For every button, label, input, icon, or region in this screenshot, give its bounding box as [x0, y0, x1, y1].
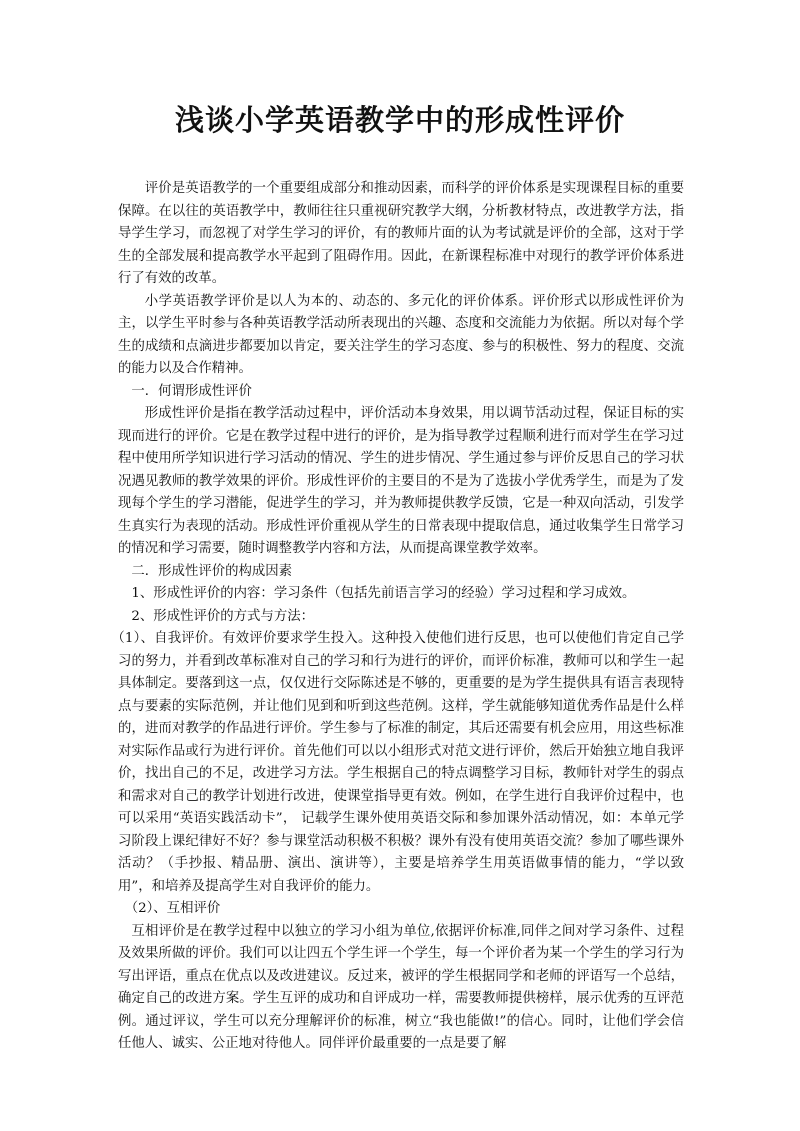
- paragraph-peer-evaluation: 互相评价是在教学过程中以独立的学习小组为单位,依据评价标准,同伴之间对学习条件、过程及效果所做的评价。我们可以让四五个学生评一个学生，每一个评价者为某一个学生的学习行为写出评语，重点在优点以及改进建议。反过来，被评的学生根据同学和老师的评语写一个总结，确定自己的改进方案。学生互评的成功和自评成功一样，需要教师提供榜样，展示优秀的互评范例。通过评议，学生可以充分理解评价的标准，树立“我也能做!”的信心。同时，让他们学会信任他人、诚实、公正地对待他人。同伴评价最重要的一点是要了解: [118, 923, 684, 1051]
- section-heading-2: 二．形成性评价的构成因素: [131, 563, 293, 579]
- document-title: 浅谈小学英语教学中的形成性评价: [174, 103, 625, 137]
- list-item-methods: 2、形成性评价的方式与方法：: [131, 608, 314, 624]
- paragraph-evaluation-system: 小学英语教学评价是以人为本的、动态的、多元化的评价体系。评价形式以形成性评价为主，以学生平时参与各种英语教学活动所表现出的兴趣、态度和交流能力为依据。所以对每个学生的成绩和点滴进步都要加以肯定，要关注学生的学习态度、参与的积极性、努力的程度、交流的能力以及合作精神。: [118, 293, 684, 376]
- section-heading-1: 一．何谓形成性评价: [131, 383, 252, 399]
- paragraph-intro: 评价是英语教学的一个重要组成部分和推动因素，而科学的评价体系是实现课程目标的重要保障。在以往的英语教学中，教师往往只重视研究教学大纲，分析教材特点，改进教学方法，指导学生学习，而忽视了对学生学习的评价，有的教师片面的认为考试就是评价的全部，这对于学生的全部发展和提高教学水平起到了阻碍作用。因此，在新课程标准中对现行的教学评价体系进行了有效的改革。: [118, 181, 684, 286]
- paragraph-self-evaluation: （1）、自我评价。有效评价要求学生投入。这种投入使他们进行反思，也可以使他们肯定自己学习的努力，并看到改革标准对自己的学习和行为进行的评价，而评价标准，教师可以和学生一起具体制定。要落到这一点，仅仅进行交际陈述是不够的，更重要的是为学生提供具有语言表现特点与要素的实际范例，并让他们见到和听到这些范例。这样，学生就能够知道优秀作品是什么样的，进而对教学的作品进行评价。学生参与了标准的制定，其后还需要有机会应用，用这些标准对实际作品或行为进行评价。首先他们可以以小组形式对范文进行评价，然后开始独立地自我评价，找出自己的不足，改进学习方法。学生根据自己的特点调整学习目标，教师针对学生的弱点和需求对自己的教学计划进行改进，使课堂指导更有效。例如，在学生进行自我评价过程中，也可以采用“英语实践活动卡”， 记载学生课外使用英语交际和参加课外活动情况，如：本单元学习阶段上课纪律好不好？参与课堂活动积极不积极？课外有没有使用英语交流？参加了哪些课外活动？（手抄报、精品册、演出、演讲等），主要是培养学生用英语做事情的能力，“学以致用”，和培养及提高学生对自我评价的能力。: [111, 631, 684, 894]
- subsection-heading-peer: （2）、互相评价: [124, 901, 221, 916]
- paragraph-definition: 形成性评价是指在教学活动过程中，评价活动本身效果，用以调节活动过程，保证目标的实现而进行的评价。它是在教学过程中进行的评价，是为指导教学过程顺利进行而对学生在学习过程中使用所学知识进行学习活动的情况、学生的进步情况、学生通过参与评价反思自己的学习状况遇见教师的教学效果的评价。形成性评价的主要目的不是为了选拔小学优秀学生，而是为了发现每个学生的学习潜能，促进学生的学习，并为教师提供教学反馈，它是一种双向活动，引发学生真实行为表现的活动。形成性评价重视从学生的日常表现中提取信息，通过收集学生日常学习的情况和学习需要，随时调整教学内容和方法，从而提高课堂教学效率。: [118, 406, 684, 556]
- document-body: [111, 178, 684, 1056]
- list-item-content: 1、形成性评价的内容：学习条件（包括先前语言学习的经验）学习过程和学习成效。: [131, 586, 636, 601]
